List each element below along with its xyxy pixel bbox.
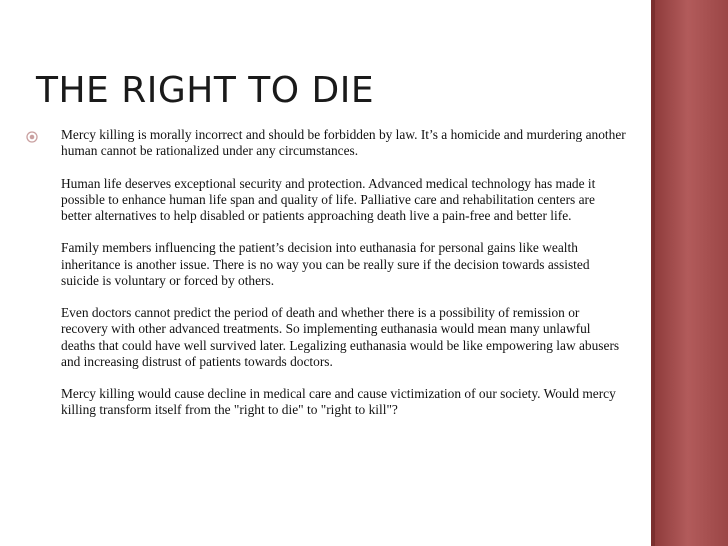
paragraph-1: Mercy killing is morally incorrect and should be forbidden by law. It’s a homicide and murdering another human cannot be rationalized under any circumstances. xyxy=(61,127,626,159)
slide-title: THE RIGHT TO DIE xyxy=(36,70,375,111)
bullet-text xyxy=(61,127,626,419)
circle-dot-bullet-icon xyxy=(26,131,38,143)
bullet-item xyxy=(26,127,626,419)
slide-body xyxy=(26,127,626,419)
paragraph-3: Family members influencing the patient’s decision into euthanasia for personal gains like wealth inheritance is another issue. There is no way you can be really sure if the decision towards assisted suicide is voluntary or forced by others. xyxy=(61,240,590,288)
paragraph-5: Mercy killing would cause decline in medical care and cause victimization of our society. Would mercy killing transform itself from the "right to die" to "right to kill"? xyxy=(61,386,616,418)
paragraph-2: Human life deserves exceptional security and protection. Advanced medical technology has made it possible to enhance human life span and quality of life. Palliative care and rehabilitation centers are better alternatives to help disabled or patients approaching death live a pain-free and better life. xyxy=(61,175,596,223)
paragraph-4: Even doctors cannot predict the period of death and whether there is a possibility of remission or recovery with other advanced treatments. So implementing euthanasia would mean many unlawful deaths that could have well survived later. Legalizing euthanasia would be like empowering law abusers and increasing distrust of patients towards doctors. xyxy=(61,305,620,369)
decorative-side-band xyxy=(651,0,728,546)
